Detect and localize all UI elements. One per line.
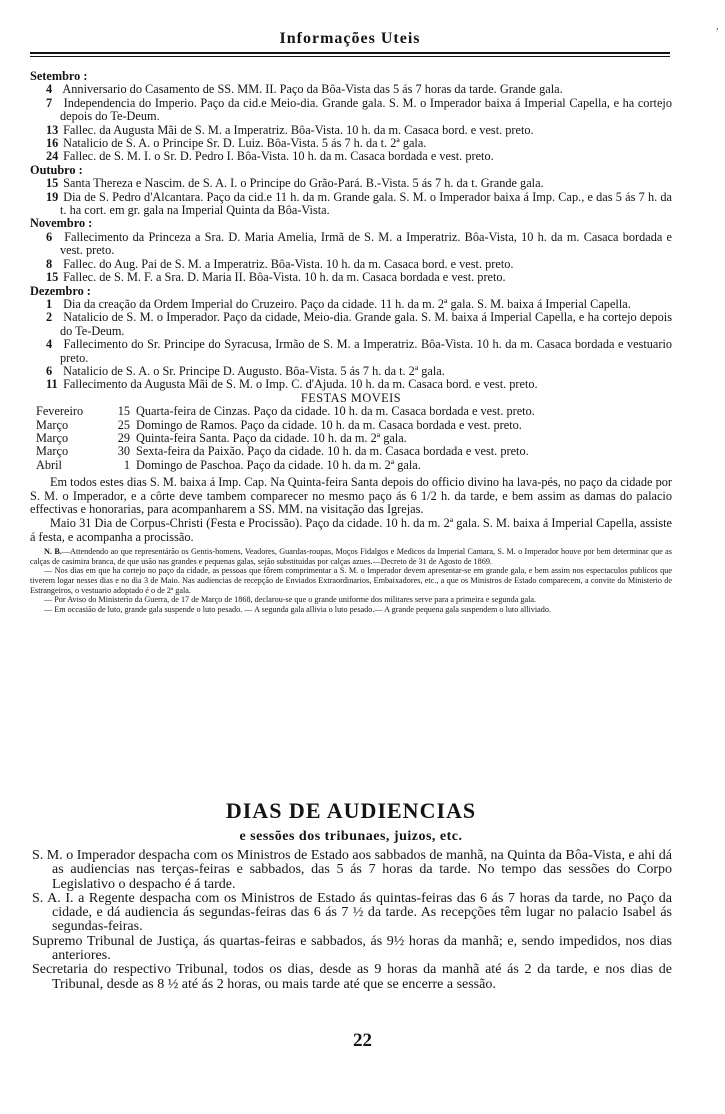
entry-text: Fallec. de S. M. I. o Sr. D. Pedro I. Bôa-Vista. 10 h. da m. Casaca bordada e vest. preto. — [63, 149, 494, 164]
page-number: 22 — [353, 1030, 372, 1051]
entry-day: 6 — [46, 229, 53, 244]
festa-row — [30, 419, 672, 432]
entry-day: 11 — [46, 377, 58, 392]
festas-moveis-heading: FESTAS MOVEIS — [300, 390, 402, 405]
calendar-entry — [30, 231, 672, 258]
entry-day: 2 — [46, 310, 53, 325]
festa-month: Abril — [36, 457, 62, 472]
page-header-title: Informações Uteis — [279, 30, 421, 47]
entry-text: Natalicio de S. A. o Principe Sr. D. Luiz. Bôa-Vista. 5 ás 7 h. da t. 2ª gala. — [63, 136, 427, 151]
calendar-entry — [30, 150, 672, 163]
margin-mark: ʼ — [715, 26, 719, 38]
calendar-entry — [30, 83, 672, 96]
month-heading: Setembro : — [30, 69, 88, 83]
festa-day: 29 — [117, 430, 130, 445]
festa-text: Quarta-feira de Cinzas. Paço da cidade. 10 h. da m. Casaca bordada e vest. preto. — [136, 404, 535, 419]
entry-day: 16 — [46, 136, 59, 151]
entry-text: Fallecimento do Sr. Principe do Syracusa, Irmão de S. M. a Imperatriz. Bôa-Vista. 10 h. da m. Casaca bordada e vestuario preto. — [60, 337, 673, 365]
calendar-entry — [30, 311, 672, 338]
month-heading: Novembro : — [30, 216, 93, 231]
audiencia-item: S. A. I. a Regente despacha com os Ministros de Estado ás quintas-feiras das 6 ás 7 horas da tarde, no Paço da cidade, e dá audiencia ás segundas-feiras das 6 ás 7 ½ da tarde. As recepções têm lugar no palacio Isabel ás segundas-feiras. — [32, 890, 672, 935]
calendar-entry — [30, 378, 672, 391]
calendar-entry — [30, 137, 672, 150]
entry-text: Natalicio de S. M. o Imperador. Paço da cidade, Meio-dia. Grande gala. S. M. baixa á Imperial Capella, e ha cortejo depois do Te-Deum. — [60, 310, 672, 338]
festa-day: 1 — [123, 457, 130, 472]
calendar-section — [30, 70, 672, 614]
festa-text: Quinta-feira Santa. Paço da cidade. 10 h. da m. 2ª gala. — [136, 430, 407, 445]
festa-row — [30, 405, 672, 418]
festa-day: 15 — [117, 404, 130, 419]
footnote: — Em occasião de luto, grande gala suspende o luto pesado. — A segunda gala allivia o luto pesado.— A grande pequena gala suspendem o luto alliviado. — [44, 604, 552, 614]
festa-month: Fevereiro — [36, 404, 84, 419]
entry-day: 7 — [46, 95, 53, 110]
entry-text: Santa Thereza e Nascim. de S. A. I. o Principe do Grão-Pará. B.-Vista. 5 ás 7 h. da t. Grande gala. — [63, 176, 544, 191]
audiencia-item: Supremo Tribunal de Justiça, ás quartas-feiras e sabbados, ás 9½ horas da manhã; e, sendo impedidos, nos dias anteriores. — [32, 933, 672, 964]
calendar-entry — [30, 124, 672, 137]
festa-text: Sexta-feira da Paixão. Paço da cidade. 10 h. da m. Casaca bordada e vest. preto. — [136, 444, 529, 459]
section-subtitle: e sessões dos tribunaes, juizos, etc. — [239, 829, 463, 844]
footnote: — Por Aviso do Ministerio da Guerra, de 17 de Março de 1868, declarou-se que o grande uniforme dos militares serve para a primeira e segunda gala. — [44, 595, 537, 605]
calendar-entry — [30, 365, 672, 378]
month-heading: Outubro : — [30, 162, 83, 177]
audiencia-item: S. M. o Imperador despacha com os Ministros de Estado aos sabbados de manhã, na Quinta da Bôa-Vista, e ahi dá as audiencias nas terças-feiras e sabbados, das 5 ás 7 horas da tarde. No tempo das sessões do Corpo Legislativo o despacho é á tarde. — [32, 848, 672, 892]
festa-month: Março — [36, 417, 69, 432]
entry-text: Fallecimento da Princeza a Sra. D. Maria Amelia, Irmã de S. M. a Imperatriz. Bôa-Vista, 10 h. da m. Casaca bordada e vest. preto. — [60, 229, 673, 258]
audiencias-section — [30, 798, 672, 992]
entry-text: Fallec. de S. M. F. a Sra. D. Maria II. Bôa-Vista. 10 h. da m. Casaca bordada e vest. preto. — [63, 270, 506, 285]
entry-day: 1 — [46, 296, 53, 311]
audiencias-list — [30, 849, 672, 992]
audiencia-item: Secretaria do respectivo Tribunal, todos os dias, desde as 9 horas da manhã até ás 2 da tarde, e nos dias de Tribunal, desde as 8 ½ até ás 2 horas, ou mais tarde até que se encerre a sessão. — [32, 962, 672, 992]
festa-row — [30, 432, 672, 445]
entry-day: 4 — [46, 337, 53, 352]
footnote: — Nos dias em que ha cortejo no paço da cidade, as pessoas que fôrem comprimentar a S. M. o Imperador devem apresentar-se em grande gala, e bem assim nos espectaculos publicos que tiverem logar nesses dias e no dia 3 de Maio. Nas audiencias de recepção de Enviados Extraordinarios, Embaixadores, etc., a que os Ministros de Estado comparecem, a convite do Ministerio de Estrangeiros, o vestuario adoptado é o de 2ª gala. — [30, 566, 672, 595]
festa-row — [30, 459, 672, 472]
lava-pes-paragraph: Em todos estes dias S. M. baixa á Imp. Cap. Na Quinta-feira Santa depois do officio divino ha lava-pés, no paço da cidade por S. M. o Imperador, e a côrte deve tambem comparecer no mesmo paço ás 6 1/2 h. da tarde, e bem assim as damas do palacio effectivas e honorarias, para acompanharem a SS. MM. na visitação das Igrejas. — [30, 475, 672, 516]
entry-text: Dia de S. Pedro d'Alcantara. Paço da cid.e 11 h. da m. Grande gala. S. M. o Imperador baixa á Imp. Cap., e das 5 ás 7 h. da t. ha cort. em gr. gala na Imperial Quinta da Bôa-Vista. — [60, 189, 672, 218]
calendar-entry — [30, 271, 672, 284]
entry-day: 24 — [46, 149, 59, 164]
section-title: DIAS DE AUDIENCIAS — [225, 798, 477, 823]
festa-row — [30, 445, 672, 458]
nb-label: N. B. — [44, 547, 62, 557]
entry-text: Fallec. do Aug. Pai de S. M. a Imperatriz. Bôa-Vista. 10 h. da m. Casaca bord. e vest. preto. — [63, 256, 514, 271]
festa-text: Domingo de Ramos. Paço da cidade. 10 h. da m. Casaca bordada e vest. preto. — [136, 417, 522, 432]
festa-day: 30 — [117, 444, 130, 459]
calendar-entry — [30, 177, 672, 190]
entry-text: Anniversario do Casamento de SS. MM. II. Paço da Bôa-Vista das 5 ás 7 horas da tarde. Grande gala. — [62, 82, 563, 97]
entry-day: 6 — [46, 363, 53, 378]
calendar-entry — [30, 338, 672, 365]
calendar-entry — [30, 191, 672, 218]
festa-month: Março — [36, 430, 69, 445]
calendar-entry — [30, 298, 672, 311]
entry-day: 19 — [46, 189, 59, 204]
festa-day: 25 — [117, 417, 130, 432]
entry-text: Fallecimento da Augusta Mãi de S. M. o Imp. C. d'Ajuda. 10 h. da m. Casaca bord. e vest. preto. — [63, 377, 538, 392]
entry-day: 13 — [46, 122, 59, 137]
footnote — [30, 547, 672, 566]
month-heading: Dezembro : — [30, 283, 91, 298]
footnotes — [30, 547, 672, 614]
entry-day: 15 — [46, 270, 59, 285]
entry-text: Natalicio de S. A. o Sr. Principe D. Augusto. Bôa-Vista. 5 ás 7 h. da t. 2ª gala. — [63, 363, 445, 378]
festa-month: Março — [36, 444, 69, 459]
calendar-entry — [30, 97, 672, 124]
entry-text: Independencia do Imperio. Paço da cid.e Meio-dia. Grande gala. S. M. o Imperador baixa á Imperial Capella, e ha cortejo depois do Te-Deum. — [60, 95, 672, 124]
header-rule — [30, 52, 670, 57]
festa-text: Domingo de Paschoa. Paço da cidade. 10 h. da m. 2ª gala. — [136, 457, 421, 472]
footnote-text: —Attendendo ao que representárão os Gentis-homens, Veadores, Guardas-roupas, Moços Fidalgos e Medicos da Imperial Camara, S. M. o Imperador houve por bem determinar que as calças de casimira branca, de que usão nas grandes e pequenas galas, sejão substituidas por calças azues.—Decreto de 31 de Agosto de 1869. — [30, 547, 672, 566]
entry-text: Dia da creação da Ordem Imperial do Cruzeiro. Paço da cidade. 11 h. da m. 2ª gala. S. M. baixa á Imperial Capella. — [63, 296, 631, 311]
entry-text: Fallec. da Augusta Mãi de S. M. a Imperatriz. Bôa-Vista. 10 h. da m. Casaca bord. e vest. preto. — [63, 122, 534, 137]
entry-day: 15 — [46, 176, 59, 191]
corpus-christi-paragraph: Maio 31 Dia de Corpus-Christi (Festa e Procissão). Paço da cidade. 10 h. da m. 2ª gala. S. M. baixa á Imperial Capella, assiste á festa, e acompanha a procissão. — [30, 516, 672, 544]
calendar-entry — [30, 258, 672, 271]
entry-day: 8 — [46, 256, 53, 271]
entry-day: 4 — [46, 82, 53, 97]
